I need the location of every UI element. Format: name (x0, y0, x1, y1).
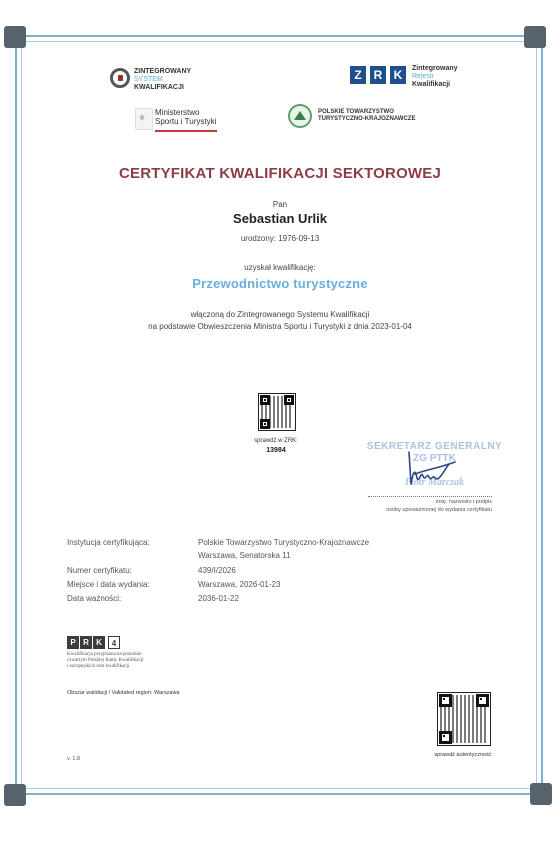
prk-desc-line-1: Kwalifikacja przypisana na poziomie (67, 652, 142, 657)
zrk-letter-z: Z (350, 66, 366, 84)
authenticity-qr-code[interactable] (437, 692, 491, 746)
corner-bottom-right (530, 783, 552, 805)
prk-letter-r: R (80, 636, 92, 649)
pttk-logo (288, 104, 448, 132)
signature-caption-2: osoby upoważnionej do wydania certyfikatu (386, 507, 492, 513)
prk-desc-line-2: czwartym Polskiej Ramy Kwalifikacji (67, 658, 144, 663)
ministry-line2: Sportu i Turystyki (155, 117, 217, 126)
prk-letter-p: P (67, 636, 79, 649)
zrk-line1: Zintegrowany (412, 65, 458, 72)
zrk-letter-r: R (370, 66, 386, 84)
ministry-underline (155, 130, 217, 132)
zrk-check-label: sprawdź w ZRK: (254, 438, 298, 444)
stamp-line-2: ZG PTTK (413, 453, 456, 464)
stamp-line-3: Piotr Marczak (404, 477, 465, 488)
stamp-line-1: SEKRETARZ GENERALNY (366, 441, 503, 452)
issue-place-date-value: Warszawa, 2026-01-23 (198, 580, 281, 589)
obtained-label: uzyskał kwalifikację: (244, 263, 316, 272)
zrk-line3: Kwalifikacji (412, 81, 451, 88)
zrk-line2: Rejestr (412, 73, 435, 80)
inclusion-line-2: na podstawie Obwieszczenia Ministra Sportu i Turystyki z dnia 2023-01-04 (148, 322, 412, 331)
qualification-name: Przewodnictwo turystyczne (192, 276, 368, 291)
zrk-logo (350, 64, 470, 90)
version-label: v. 1.8 (67, 756, 81, 762)
certificate-number-label: Numer certyfikatu: (67, 566, 132, 575)
signature-line (368, 496, 492, 497)
signature-caption-1: imię, nazwisko i podpis (435, 499, 492, 505)
zsk-line1: ZINTEGROWANY (134, 68, 192, 75)
certificate-title: CERTYFIKAT KWALIFIKACJI SEKTOROWEJ (118, 165, 442, 182)
pttk-line2: TURYSTYCZNO-KRAJOZNAWCZE (318, 116, 416, 122)
corner-top-left (4, 26, 26, 48)
birth-date: urodzony: 1976-09-13 (240, 234, 320, 243)
eagle-emblem-icon (135, 108, 153, 130)
validity-date-value: 2036-01-22 (198, 594, 239, 603)
zsk-emblem-icon (110, 68, 130, 88)
pttk-emblem-icon (288, 104, 312, 128)
zrk-number: 13984 (266, 447, 286, 454)
prk-letter-k: K (93, 636, 105, 649)
certificate-number-value: 439/I/2026 (198, 566, 236, 575)
zsk-line2: SYSTEM (134, 76, 163, 83)
institution-address: Warszawa, Senatorska 11 (198, 551, 291, 560)
holder-name: Sebastian Urlik (233, 211, 327, 226)
validity-date-label: Data ważności: (67, 594, 122, 603)
corner-top-right (524, 26, 546, 48)
zsk-logo (110, 66, 210, 92)
zrk-qr-code[interactable] (258, 393, 296, 431)
prk-desc-line-3: i europejskich ram kwalifikacji (67, 664, 130, 669)
institution-label: Instytucja certyfikująca: (67, 538, 150, 547)
ministry-line1: Ministerstwo (155, 108, 200, 117)
validated-region: Obszar walidacji / Validated region: Warszawa (67, 690, 180, 696)
institution-value: Polskie Towarzystwo Turystyczno-Krajoznawcze (198, 538, 370, 547)
issue-place-date-label: Miejsce i data wydania: (67, 580, 150, 589)
inclusion-line-1: włączoną do Zintegrowanego Systemu Kwalifikacji (190, 310, 370, 319)
pttk-line1: POLSKIE TOWARZYSTWO (318, 109, 394, 115)
prk-level: 4 (108, 636, 120, 649)
salutation: Pan (272, 200, 288, 209)
prk-description (67, 652, 207, 670)
ministry-logo (135, 106, 235, 136)
corner-bottom-left (4, 784, 26, 806)
handwritten-signature (395, 444, 465, 492)
zrk-letter-k: K (390, 66, 406, 84)
authenticity-label: sprawdź autentyczność (434, 752, 492, 758)
zsk-line3: KWALIFIKACJI (134, 84, 184, 91)
